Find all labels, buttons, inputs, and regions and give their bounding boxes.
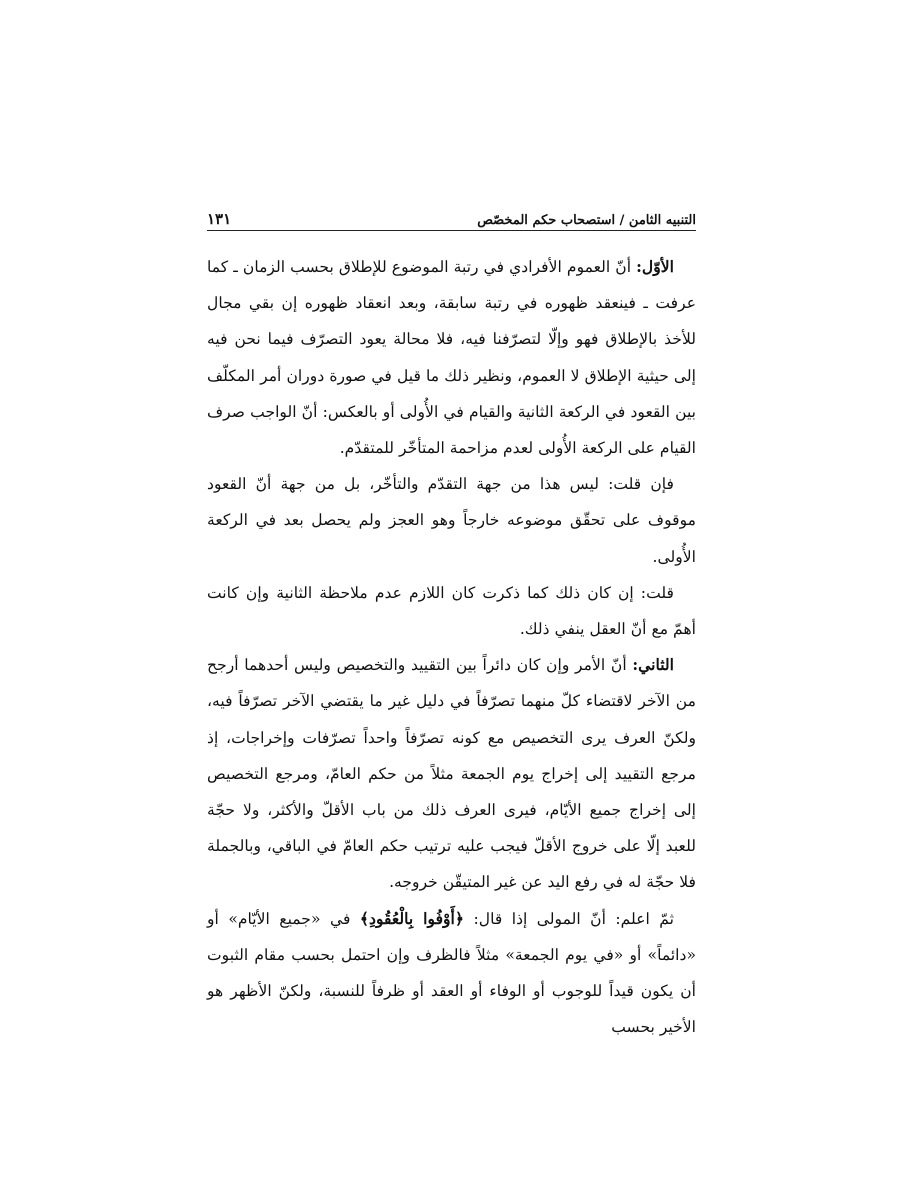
paragraph-text-before: ثمّ اعلم: أنّ المولى إذا قال: [464, 909, 674, 928]
paragraph-text-after: في «جميع الأيّام» أو «دائماً» أو «في يوم الجمعة» مثلاً فالظرف وإن احتمل بحسب مقام الثبوت أن يكون قيداً للوجوب أو الوفاء أو العقد أو ظرفاً للنسبة، ولكنّ الأظهر هو الأخير بحسب [207, 909, 696, 1037]
paragraph-first-point [207, 249, 696, 466]
point-label-first: الأوّل: [636, 257, 674, 276]
page-body [207, 249, 696, 1045]
paragraph-text: قلت: إن كان ذلك كما ذكرت كان اللازم عدم ملاحظة الثانية وإن كانت أهمّ مع أنّ العقل ينفي ذلك. [207, 583, 696, 639]
paragraph-second-point [207, 647, 696, 900]
running-head [207, 200, 696, 231]
book-page [207, 200, 696, 1045]
paragraph-then-know [207, 901, 696, 1046]
paragraph-reply [207, 575, 696, 647]
paragraph-text: أنّ الأمر وإن كان دائراً بين التقييد والتخصيص وليس أحدهما أرجح من الآخر لاقتضاء كلّ منهما تصرّفاً في دليل غير ما يقتضي الآخر تصرّفاً فيه، ولكنّ العرف يرى التخصيص مع كونه تصرّفاً واحداً تصرّفات وإخراجات، إذ مرجع التقييد إلى إخراج يوم الجمعة مثلاً من حكم العامّ، ومرجع التخصيص إلى إخراج جميع الأيّام، فيرى العرف ذلك من باب الأقلّ والأكثر، ولا حجّة للعبد إلّا على خروج الأقلّ فيجب عليه ترتيب حكم العامّ في الباقي، وبالجملة فلا حجّة له في رفع اليد عن غير المتيقّن خروجه. [207, 656, 696, 892]
page-number: ١٣١ [207, 210, 232, 228]
paragraph-objection [207, 466, 696, 575]
point-label-second: الثاني: [632, 655, 674, 675]
paragraph-text: فإن قلت: ليس هذا من جهة التقدّم والتأخّر، بل من جهة أنّ القعود موقوف على تحقّق موضوعه خارجاً وهو العجز ولم يحصل بعد في الركعة الأُولى. [207, 475, 696, 566]
section-title: التنبيه الثامن / استصحاب حكم المخصّص [477, 213, 696, 228]
paragraph-text: أنّ العموم الأفرادي في رتبة الموضوع للإطلاق بحسب الزمان ـ كما عرفت ـ فينعقد ظهوره في رتبة سابقة، وبعد انعقاد ظهوره إن بقي مجال للأخذ بالإطلاق فهو وإلّا لتصرّفنا فيه، فلا محالة يعود التصرّف فيما نحن فيه إلى حيثية الإطلاق لا العموم، ونظير ذلك ما قيل في صورة دوران أمر المكلّف بين القعود في الركعة الثانية والقيام في الأُولى أو بالعكس: أنّ الواجب صرف القيام على الركعة الأُولى لعدم مزاحمة المتأخّر للمتقدّم. [207, 258, 696, 458]
quran-quote: ﴿أَوْفُوا بِالْعُقُودِ﴾ [359, 908, 465, 928]
